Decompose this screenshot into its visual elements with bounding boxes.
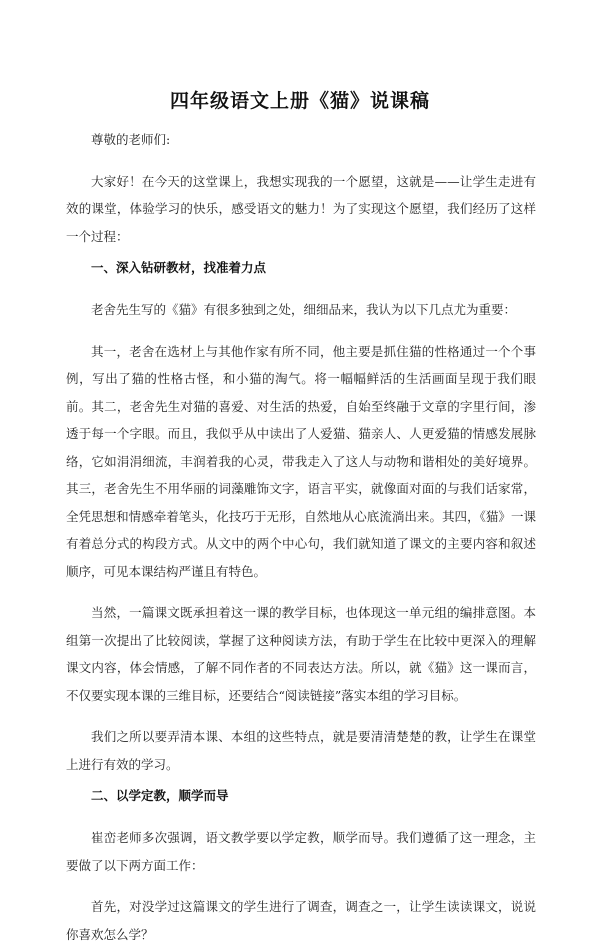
- greeting-paragraph: 尊敬的老师们:: [91, 132, 171, 147]
- section1-paragraph-3: 当然，一篇课文既承担着这一课的教学目标，也体现这一单元组的编排意图。本组第一次提出了比较阅读，掌握了这种阅读方法，有助于学生在比较中更深入的理解课文内容，体会情感，了解不同作者的不同表达方法。所以，就《猫》这一课而言，不仅要实现本课的三维目标，还要结合“阅读链接”落实本组的学习目标。: [66, 605, 536, 703]
- section2-paragraph-2: 首先，对没学过这篇课文的学生进行了调查，调查之一，让学生读读课文，说说你喜欢怎么学？: [66, 899, 536, 942]
- intro-paragraph: 大家好！在今天的这堂课上，我想实现我的一个愿望，这就是——让学生走进有效的课堂，体验学习的快乐，感受语文的魅力！为了实现这个愿望，我们经历了这样一个过程：: [66, 173, 536, 244]
- section1-paragraph-1: 老舍先生写的《猫》有很多独到之处，细细品来，我认为以下几点尤为重要：: [91, 302, 517, 317]
- document-body: [66, 126, 536, 948]
- document-title: 四年级语文上册《猫》说课稿: [169, 90, 430, 112]
- section-heading-2: 二、以学定教，顺学而导: [91, 788, 229, 803]
- section2-paragraph-1: 崔峦老师多次强调，语文教学要以学定教，顺学而导。我们遵循了这一理念，主要做了以下两方面工作：: [66, 830, 536, 873]
- section1-paragraph-4: 我们之所以要弄清本课、本组的这些特点，就是要清清楚楚的教，让学生在课堂上进行有效的学习。: [66, 729, 536, 772]
- section1-paragraph-2: 其一，老舍在选材上与其他作家有所不同，他主要是抓住猫的性格通过一个个事例，写出了猫的性格古怪，和小猫的淘气。将一幅幅鲜活的生活画面呈现于我们眼前。其二，老舍先生对猫的喜爱、对生活的热爱，自始至终融于文章的字里行间，渗透于每一个字眼。而且，我似乎从中读出了人爱猫、猫亲人、人更爱猫的情感发展脉络，它如涓涓细流，丰润着我的心灵，带我走入了这人与动物和谐相处的美好境界。其三，老舍先生不用华丽的词藻雕饰文字，语言平实，就像面对面的与我们话家常，全凭思想和情感牵着笔头，化技巧于无形，自然地从心底流淌出来。其四，《猫》一课有着总分式的构段方式。从文中的两个中心句，我们就知道了课文的主要内容和叙述顺序，可见本课结构严谨且有特色。: [66, 343, 536, 579]
- section-heading-1: 一、深入钻研教材，找准着力点: [91, 260, 267, 275]
